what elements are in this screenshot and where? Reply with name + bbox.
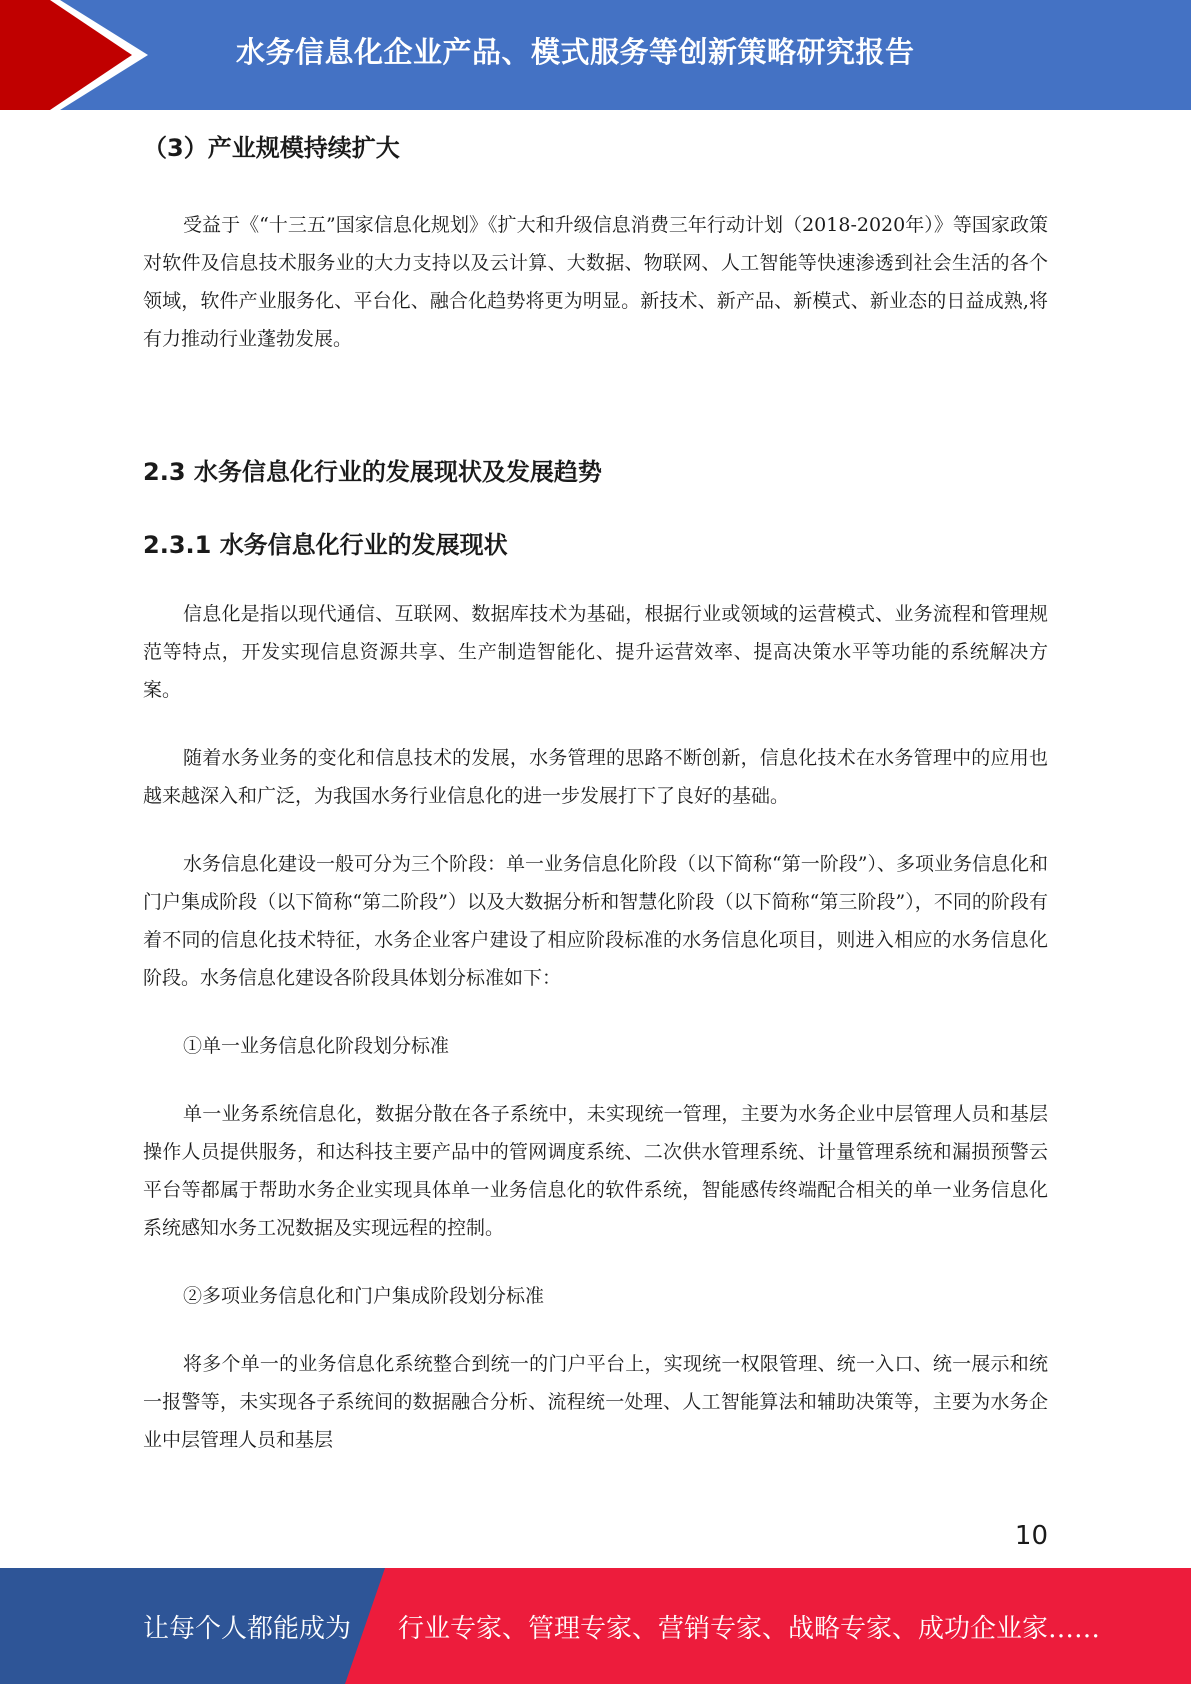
footer-slogan-left: 让每个人都能成为 — [143, 1614, 352, 1644]
section-heading-3: （3）产业规模持续扩大 — [143, 134, 400, 162]
paragraph-informatization-definition: 信息化是指以现代通信、互联网、数据库技术为基础，根据行业或领域的运营模式、业务流程和管理规范等特点，开发实现信息资源共享、生产制造智能化、提升运营效率、提高决策水平等功能的系统解决方案。 — [143, 602, 1048, 701]
footer-slogan-right: 行业专家、管理专家、营销专家、战略专家、成功企业家…… — [398, 1614, 1101, 1644]
header-title: 水务信息化企业产品、模式服务等创新策略研究报告 — [236, 35, 915, 69]
paragraph-industry-scale: 受益于《“十三五”国家信息化规划》《扩大和升级信息消费三年行动计划（2018-2020年）》等国家政策对软件及信息技术服务业的大力支持以及云计算、大数据、物联网、人工智能等快速渗透到社会生活的各个领域，软件产业服务化、平台化、融合化趋势将更为明显。新技术、新产品、新模式、新业态的日益成熟,将有力推动行业蓬勃发展。 — [143, 213, 1048, 350]
item-2-paragraph: 将多个单一的业务信息化系统整合到统一的门户平台上，实现统一权限管理、统一入口、统一展示和统一报警等，未实现各子系统间的数据融合分析、流程统一处理、人工智能算法和辅助决策等，主要为水务企业中层管理人员和基层 — [143, 1352, 1048, 1451]
page-number: 10 — [1014, 1521, 1048, 1551]
item-1-title: ①单一业务信息化阶段划分标准 — [183, 1034, 450, 1057]
page-footer — [0, 1568, 1191, 1684]
section-heading-2-3-1: 2.3.1 水务信息化行业的发展现状 — [143, 531, 508, 560]
item-1-paragraph: 单一业务系统信息化，数据分散在各子系统中，未实现统一管理，主要为水务企业中层管理人员和基层操作人员提供服务，和达科技主要产品中的管网调度系统、二次供水管理系统、计量管理系统和漏损预警云平台等都属于帮助水务企业实现具体单一业务信息化的软件系统，智能感传终端配合相关的单一业务信息化系统感知水务工况数据及实现远程的控制。 — [143, 1102, 1048, 1239]
paragraph-three-stages: 水务信息化建设一般可分为三个阶段：单一业务信息化阶段（以下简称“第一阶段”）、多项业务信息化和门户集成阶段（以下简称“第二阶段”）以及大数据分析和智慧化阶段（以下简称“第三阶段”），不同的阶段有着不同的信息化技术特征，水务企业客户建设了相应阶段标准的水务信息化项目，则进入相应的水务信息化阶段。水务信息化建设各阶段具体划分标准如下： — [143, 852, 1048, 989]
page-header — [0, 0, 1191, 110]
header-arrow-decoration — [0, 0, 160, 110]
item-2-title: ②多项业务信息化和门户集成阶段划分标准 — [183, 1284, 545, 1307]
document-body — [143, 120, 1048, 1459]
section-heading-2-3: 2.3 水务信息化行业的发展现状及发展趋势 — [143, 457, 602, 486]
paragraph-water-management: 随着水务业务的变化和信息技术的发展，水务管理的思路不断创新，信息化技术在水务管理中的应用也越来越深入和广泛，为我国水务行业信息化的进一步发展打下了良好的基础。 — [143, 746, 1048, 807]
